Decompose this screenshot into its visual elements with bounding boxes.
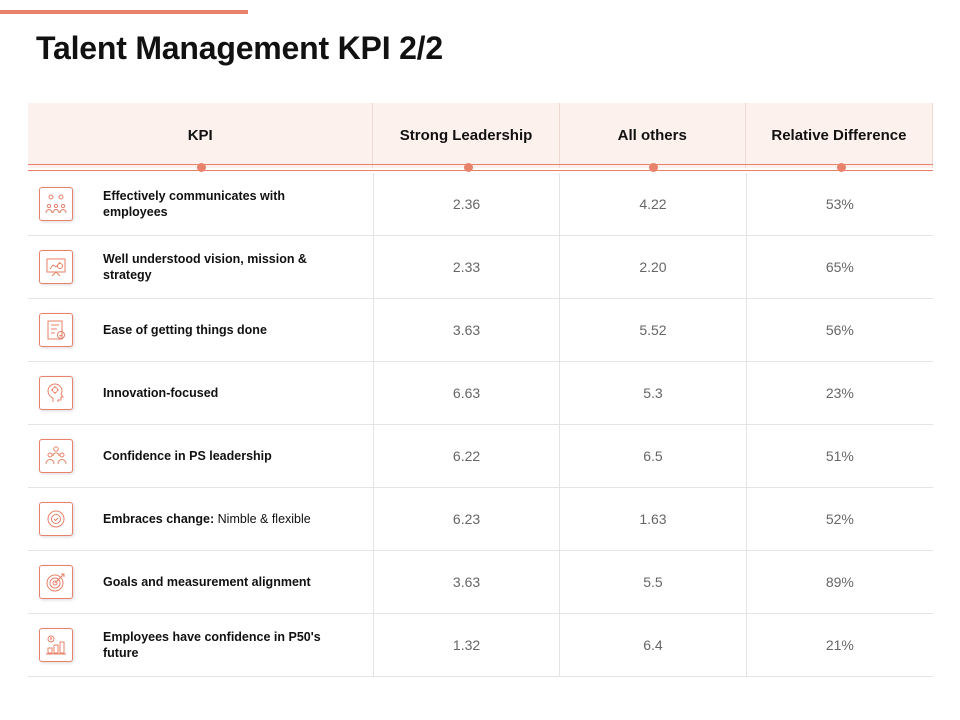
- future-growth-icon: [39, 628, 73, 662]
- relative-difference-value: 51%: [825, 448, 854, 464]
- team-communication-icon: [39, 187, 73, 221]
- all-others-value: 1.63: [560, 488, 746, 550]
- header-divider-dot: [464, 163, 473, 172]
- relative-difference-value: 53%: [825, 196, 854, 212]
- relative-difference-value: 21%: [825, 637, 854, 653]
- all-others-value: 2.20: [560, 236, 746, 298]
- table-header: [28, 103, 933, 168]
- kpi-label-bold: Embraces change:: [103, 512, 215, 526]
- table-row: [28, 614, 933, 677]
- header-divider-dot: [649, 163, 658, 172]
- strong-leadership-value: 6.63: [374, 362, 560, 424]
- page-title: Talent Management KPI 2/2: [36, 30, 443, 66]
- table-row: [28, 236, 933, 299]
- kpi-label: Goals and measurement alignment: [103, 575, 311, 589]
- relative-difference-value: 89%: [825, 574, 854, 590]
- header-divider-line: [28, 170, 933, 171]
- header-divider-dot: [837, 163, 846, 172]
- strong-leadership-value: 6.23: [374, 488, 560, 550]
- kpi-label: Effectively communicates with employees: [103, 189, 286, 219]
- strong-leadership-value: 2.36: [374, 173, 560, 235]
- header-divider-dot: [197, 163, 206, 172]
- innovation-gear-head-icon: [39, 376, 73, 410]
- kpi-label: Innovation-focused: [103, 386, 219, 400]
- relative-difference-value: 56%: [825, 322, 854, 338]
- kpi-label: Employees have confidence in P50's future: [103, 630, 321, 660]
- header-all-others: All others: [560, 103, 746, 168]
- table-row: [28, 488, 933, 551]
- relative-difference-value: 23%: [825, 385, 854, 401]
- kpi-label: [103, 511, 343, 527]
- table-row: [28, 173, 933, 236]
- accent-bar: [0, 10, 248, 14]
- kpi-label-normal: Nimble & flexible: [214, 512, 311, 526]
- strong-leadership-value: 3.63: [374, 299, 560, 361]
- all-others-value: 5.3: [560, 362, 746, 424]
- kpi-label: Confidence in PS leadership: [103, 449, 272, 463]
- table-row: [28, 551, 933, 614]
- header-kpi: KPI: [28, 103, 373, 168]
- strong-leadership-value: 6.22: [374, 425, 560, 487]
- strong-leadership-value: 1.32: [374, 614, 560, 676]
- vision-strategy-icon: [39, 250, 73, 284]
- all-others-value: 5.52: [560, 299, 746, 361]
- table-row: [28, 299, 933, 362]
- relative-difference-value: 65%: [825, 259, 854, 275]
- header-divider-line: [28, 164, 933, 165]
- header-relative-difference: Relative Difference: [746, 103, 933, 168]
- kpi-label: Ease of getting things done: [103, 323, 267, 337]
- table-row: [28, 425, 933, 488]
- header-strong-leadership: Strong Leadership: [373, 103, 559, 168]
- all-others-value: 5.5: [560, 551, 746, 613]
- task-checklist-icon: [39, 313, 73, 347]
- relative-difference-value: 52%: [825, 511, 854, 527]
- table-row: [28, 362, 933, 425]
- target-goal-icon: [39, 565, 73, 599]
- kpi-table: [28, 103, 933, 677]
- all-others-value: 6.4: [560, 614, 746, 676]
- kpi-label: Well understood vision, mission & strategy: [103, 252, 307, 282]
- all-others-value: 4.22: [560, 173, 746, 235]
- all-others-value: 6.5: [560, 425, 746, 487]
- strong-leadership-value: 2.33: [374, 236, 560, 298]
- strong-leadership-value: 3.63: [374, 551, 560, 613]
- change-cycle-icon: [39, 502, 73, 536]
- leadership-group-icon: [39, 439, 73, 473]
